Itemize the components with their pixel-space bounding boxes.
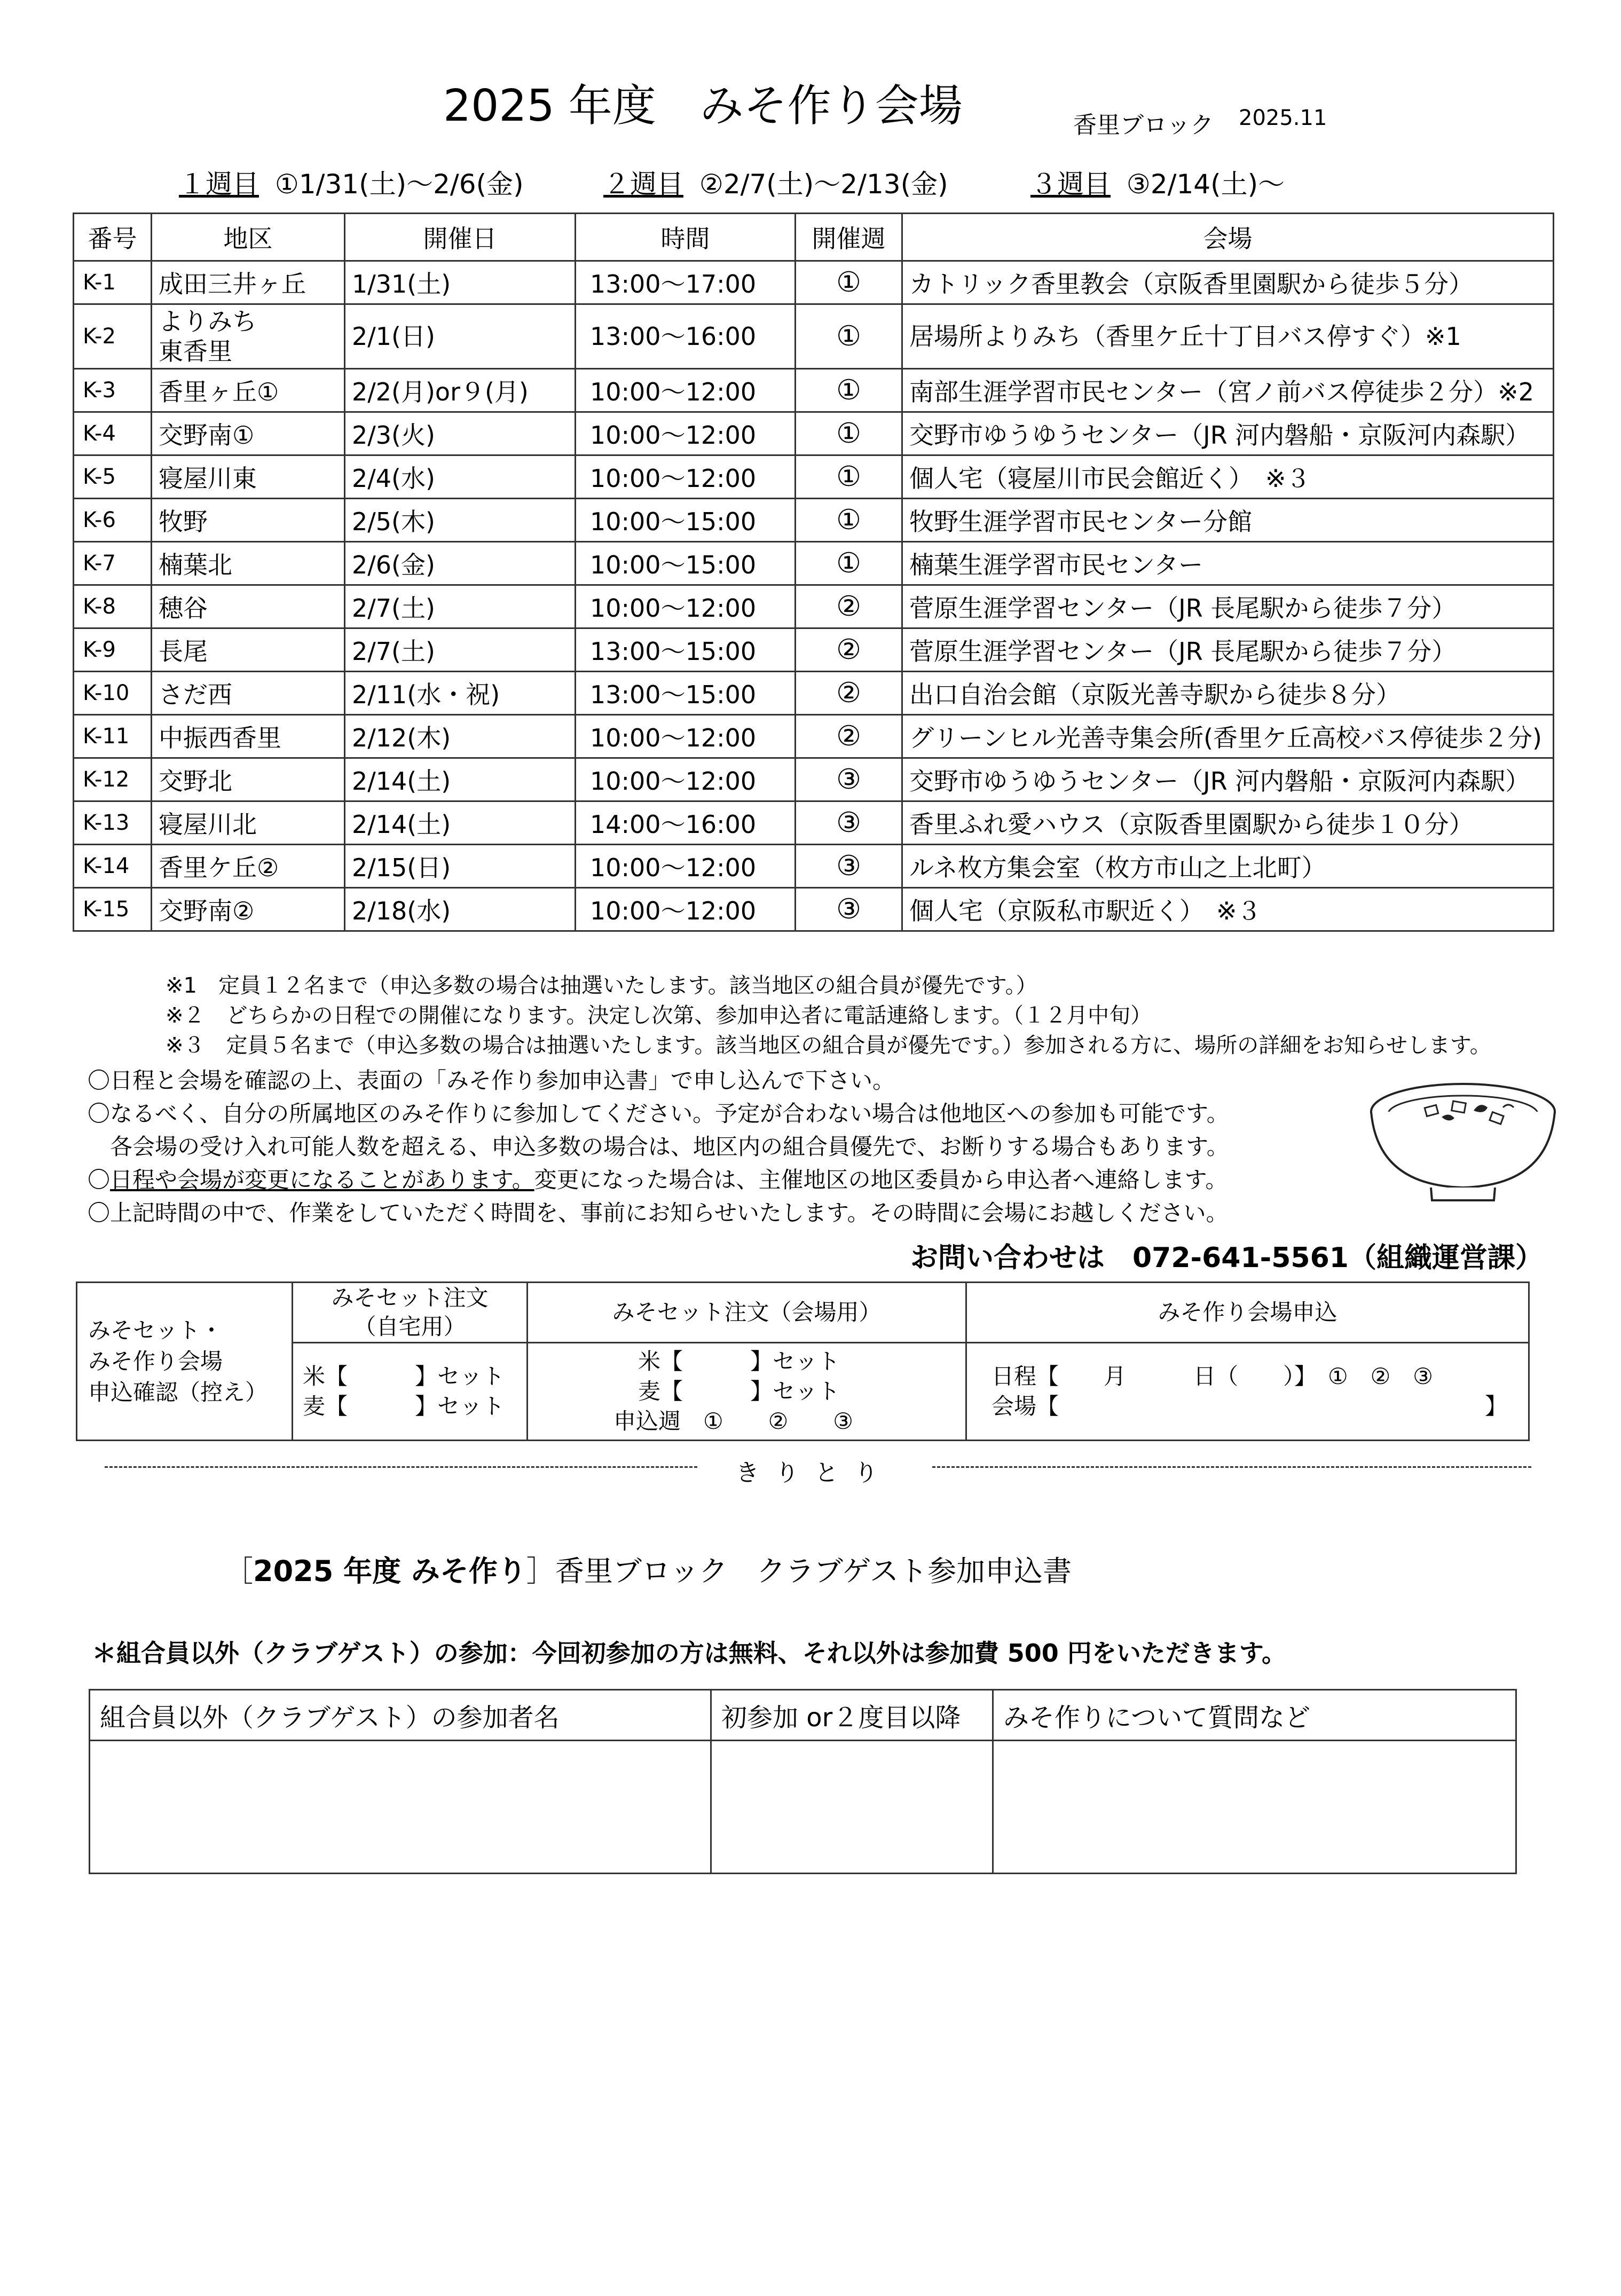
- row-venue: 菅原生涯学習センター（JR 長尾駅から徒歩７分）: [902, 628, 1554, 672]
- col-header-area: 地区: [152, 214, 345, 261]
- col-header-number: 番号: [74, 214, 152, 261]
- row-date: 2/2(月)or９(月): [345, 369, 576, 412]
- row-date: 2/7(土): [345, 585, 576, 628]
- instruction-4-prefix: 〇: [88, 1167, 111, 1193]
- apply-place-field[interactable]: 会場【 】: [992, 1393, 1508, 1419]
- row-number: K-15: [74, 888, 152, 931]
- row-venue: 出口自治会館（京阪光善寺駅から徒歩８分）: [902, 672, 1554, 715]
- order-side-label: [77, 1283, 293, 1441]
- order-confirmation-table: [76, 1281, 1530, 1441]
- instruction-2: 〇なるべく、自分の所属地区のみそ作りに参加してください。予定が合わない場合は他地区への参加も可能です。: [88, 1100, 1229, 1127]
- instructions: [88, 1064, 1229, 1230]
- row-venue: グリーンヒル光善寺集会所(香里ケ丘高校バス停徒歩２分): [902, 715, 1554, 758]
- guest-col-name-header: 組合員以外（クラブゲスト）の参加者名: [90, 1690, 711, 1741]
- guest-col-question-header: みそ作りについて質問など: [993, 1690, 1516, 1741]
- row-date: 2/12(木): [345, 715, 576, 758]
- row-week: ③: [796, 758, 902, 801]
- guest-table: [89, 1689, 1517, 1874]
- row-date: 2/14(土): [345, 758, 576, 801]
- order-side-label-2: みそ作り会場: [88, 1348, 223, 1374]
- row-time: 10:00～12:00: [576, 758, 796, 801]
- row-date: 2/6(金): [345, 542, 576, 585]
- table-row: [74, 369, 1554, 412]
- schedule-table: [73, 213, 1554, 932]
- apply-date-field[interactable]: 日程【 月 日（ ）】 ① ② ③: [992, 1363, 1433, 1389]
- row-number: K-11: [74, 715, 152, 758]
- row-week: ①: [796, 412, 902, 455]
- row-venue: 個人宅（寝屋川市民会館近く） ※３: [902, 455, 1554, 499]
- table-row: [74, 845, 1554, 888]
- table-row: [74, 585, 1554, 628]
- row-area: [152, 304, 345, 369]
- footnote-2: ※２ どちらかの日程での開催になります。決定し次第、参加申込者に電話連絡します。（１２月中旬）: [166, 1003, 1152, 1028]
- row-time: 10:00～12:00: [576, 888, 796, 931]
- instruction-3: 各会場の受け入れ可能人数を超える、申込多数の場合は、地区内の組合員優先で、お断りする場合もあります。: [88, 1134, 1229, 1160]
- row-number: K-9: [74, 628, 152, 672]
- row-date: 2/15(日): [345, 845, 576, 888]
- row-venue: 交野市ゆうゆうセンター（JR 河内磐船・京阪河内森駅）: [902, 412, 1554, 455]
- row-time: 10:00～12:00: [576, 845, 796, 888]
- row-number: K-7: [74, 542, 152, 585]
- cut-label: きりとり: [719, 1453, 911, 1488]
- row-time: 10:00～15:00: [576, 542, 796, 585]
- row-area: 中振西香里: [152, 715, 345, 758]
- row-week: ③: [796, 888, 902, 931]
- row-time: 10:00～12:00: [576, 455, 796, 499]
- col-header-time: 時間: [576, 214, 796, 261]
- row-area: 寝屋川東: [152, 455, 345, 499]
- row-week: ②: [796, 628, 902, 672]
- instruction-4-rest: 変更になった場合は、主催地区の地区委員から申込者へ連絡します。: [534, 1167, 1228, 1193]
- row-venue: 居場所よりみち（香里ケ丘十丁目バス停すぐ）※1: [902, 304, 1554, 369]
- row-number: K-8: [74, 585, 152, 628]
- row-date: 2/7(土): [345, 628, 576, 672]
- row-date: 2/1(日): [345, 304, 576, 369]
- row-time: 10:00～12:00: [576, 412, 796, 455]
- row-venue: 香里ふれ愛ハウス（京阪香里園駅から徒歩１０分）: [902, 801, 1554, 845]
- row-week: ③: [796, 801, 902, 845]
- row-area-line2: 東香里: [159, 337, 232, 366]
- guest-form-title: [224, 1548, 1072, 1590]
- order-side-label-3: 申込確認（控え）: [88, 1379, 268, 1405]
- row-week: ①: [796, 304, 902, 369]
- table-row: [74, 628, 1554, 672]
- row-date: 2/5(木): [345, 499, 576, 542]
- row-date: 2/14(土): [345, 801, 576, 845]
- footnotes: [166, 971, 1491, 1060]
- week-3-label: ３週目: [1030, 169, 1111, 200]
- row-number: K-12: [74, 758, 152, 801]
- row-time: 13:00～17:00: [576, 261, 796, 304]
- guest-form-note: ＊組合員以外（クラブゲスト）の参加：今回初参加の方は無料、それ以外は参加費 500 円をいただきます。: [92, 1639, 1287, 1668]
- row-area: 交野南②: [152, 888, 345, 931]
- row-venue: 楠葉生涯学習市民センター: [902, 542, 1554, 585]
- row-week: ②: [796, 585, 902, 628]
- row-venue: ルネ枚方集会室（枚方市山之上北町）: [902, 845, 1554, 888]
- row-time: 10:00～15:00: [576, 499, 796, 542]
- home-order-header-2: （自宅用）: [353, 1314, 466, 1340]
- guest-first-input[interactable]: [711, 1741, 993, 1874]
- row-area: 成田三井ヶ丘: [152, 261, 345, 304]
- guest-form-title-rest: ］香里ブロック クラブゲスト参加申込書: [526, 1554, 1072, 1588]
- home-order-header: [293, 1283, 528, 1343]
- table-row: [74, 888, 1554, 931]
- col-header-venue: 会場: [902, 214, 1554, 261]
- row-venue: 個人宅（京阪私市駅近く） ※３: [902, 888, 1554, 931]
- row-area: 牧野: [152, 499, 345, 542]
- cut-line-right: [932, 1466, 1531, 1468]
- row-date: 2/4(水): [345, 455, 576, 499]
- instruction-1: 〇日程と会場を確認の上、表面の「みそ作り参加申込書」で申し込んで下さい。: [88, 1067, 895, 1094]
- row-time: 10:00～12:00: [576, 369, 796, 412]
- row-number: K-14: [74, 845, 152, 888]
- row-area: 香里ケ丘②: [152, 845, 345, 888]
- row-number: K-3: [74, 369, 152, 412]
- row-area: 交野北: [152, 758, 345, 801]
- venue-apply-fields[interactable]: [966, 1343, 1529, 1441]
- row-time: 14:00～16:00: [576, 801, 796, 845]
- row-date: 2/11(水・祝): [345, 672, 576, 715]
- row-time: 13:00～15:00: [576, 628, 796, 672]
- row-number: K-4: [74, 412, 152, 455]
- page-title: 2025 年度 みそ作り会場: [443, 81, 963, 131]
- week-3-range: ③2/14(土)～: [1127, 169, 1285, 200]
- row-number: K-5: [74, 455, 152, 499]
- instruction-4: [88, 1163, 1229, 1197]
- table-row: [74, 261, 1554, 304]
- row-week: ①: [796, 369, 902, 412]
- row-week: ②: [796, 715, 902, 758]
- row-week: ①: [796, 499, 902, 542]
- cut-line: [105, 1453, 1531, 1487]
- guest-question-input[interactable]: [993, 1741, 1516, 1874]
- order-side-label-1: みそセット・: [88, 1317, 223, 1343]
- col-header-date: 開催日: [345, 214, 576, 261]
- instruction-5: 〇上記時間の中で、作業をしていただく時間を、事前にお知らせいたします。その時間に会場にお越しください。: [88, 1200, 1229, 1226]
- row-date: 1/31(土): [345, 261, 576, 304]
- guest-col-first-header: 初参加 or２度目以降: [711, 1690, 993, 1741]
- row-area-line1: よりみち: [159, 307, 257, 336]
- row-week: ①: [796, 261, 902, 304]
- row-date: 2/3(火): [345, 412, 576, 455]
- venue-order-header: みそセット注文（会場用）: [528, 1283, 966, 1343]
- footnote-1: ※1 定員１２名まで（申込多数の場合は抽選いたします。該当地区の組合員が優先です。）: [166, 973, 1037, 998]
- row-area: 交野南①: [152, 412, 345, 455]
- row-area: 穂谷: [152, 585, 345, 628]
- row-venue: 交野市ゆうゆうセンター（JR 河内磐船・京阪河内森駅）: [902, 758, 1554, 801]
- table-row: [74, 715, 1554, 758]
- venue-apply-header: みそ作り会場申込: [966, 1283, 1529, 1343]
- week-3: [1030, 163, 1285, 201]
- row-number: K-2: [74, 304, 152, 369]
- week-1-range: ①1/31(土)～2/6(金): [275, 169, 524, 200]
- week-2-label: ２週目: [603, 169, 683, 200]
- cut-line-left: [105, 1466, 697, 1468]
- row-number: K-13: [74, 801, 152, 845]
- row-date: 2/18(水): [345, 888, 576, 931]
- miso-soup-bowl-icon: [1367, 1079, 1559, 1207]
- row-time: 10:00～12:00: [576, 585, 796, 628]
- table-row: [74, 455, 1554, 499]
- week-1: [179, 163, 524, 201]
- row-week: ③: [796, 845, 902, 888]
- guest-name-input[interactable]: [90, 1741, 711, 1874]
- venue-order-fields[interactable]: [528, 1343, 966, 1441]
- row-area: さだ西: [152, 672, 345, 715]
- footnote-3: ※３ 定員５名まで（申込多数の場合は抽選いたします。該当地区の組合員が優先です。）参加される方に、場所の詳細をお知らせします。: [166, 1033, 1491, 1058]
- venue-wheat-field[interactable]: 麦【 】セット: [638, 1378, 840, 1404]
- row-area: 寝屋川北: [152, 801, 345, 845]
- row-area: 楠葉北: [152, 542, 345, 585]
- row-time: 13:00～16:00: [576, 304, 796, 369]
- table-row: [74, 542, 1554, 585]
- home-order-fields[interactable]: [293, 1343, 528, 1441]
- table-row: [74, 304, 1554, 369]
- row-area: 長尾: [152, 628, 345, 672]
- week-2-range: ②2/7(土)～2/13(金): [699, 169, 948, 200]
- table-row: [74, 412, 1554, 455]
- row-venue: カトリック香里教会（京阪香里園駅から徒歩５分）: [902, 261, 1554, 304]
- col-header-week: 開催週: [796, 214, 902, 261]
- row-number: K-10: [74, 672, 152, 715]
- guest-form-title-bold: 2025 年度 みそ作り: [253, 1554, 526, 1588]
- row-time: 10:00～12:00: [576, 715, 796, 758]
- week-2: [603, 163, 948, 201]
- venue-week-field[interactable]: 申込週 ① ② ③: [613, 1408, 853, 1434]
- row-number: K-6: [74, 499, 152, 542]
- row-venue: 南部生涯学習市民センター（宮ノ前バス停徒歩２分）※2: [902, 369, 1554, 412]
- row-area: 香里ヶ丘①: [152, 369, 345, 412]
- row-number: K-1: [74, 261, 152, 304]
- guest-form-title-open: ［: [224, 1554, 253, 1588]
- row-week: ②: [796, 672, 902, 715]
- venue-rice-field[interactable]: 米【 】セット: [638, 1348, 840, 1374]
- table-row: [74, 758, 1554, 801]
- home-wheat-field[interactable]: 麦【 】セット: [303, 1393, 505, 1419]
- table-row: [74, 672, 1554, 715]
- schedule-header-row: [74, 214, 1554, 261]
- table-row: [74, 801, 1554, 845]
- instruction-4-underlined: 日程や会場が変更になることがあります。: [110, 1167, 534, 1193]
- issue-date: 2025.11: [1239, 106, 1327, 130]
- row-week: ①: [796, 455, 902, 499]
- table-row: [74, 499, 1554, 542]
- block-name: 香里ブロック: [1073, 112, 1214, 139]
- week-1-label: １週目: [179, 169, 259, 200]
- contact-info: お問い合わせは 072-641-5561（組織運営課）: [910, 1242, 1543, 1274]
- row-time: 13:00～15:00: [576, 672, 796, 715]
- row-week: ①: [796, 542, 902, 585]
- row-venue: 菅原生涯学習センター（JR 長尾駅から徒歩７分）: [902, 585, 1554, 628]
- home-rice-field[interactable]: 米【 】セット: [303, 1363, 505, 1389]
- home-order-header-1: みそセット注文: [331, 1285, 489, 1311]
- row-venue: 牧野生涯学習市民センター分館: [902, 499, 1554, 542]
